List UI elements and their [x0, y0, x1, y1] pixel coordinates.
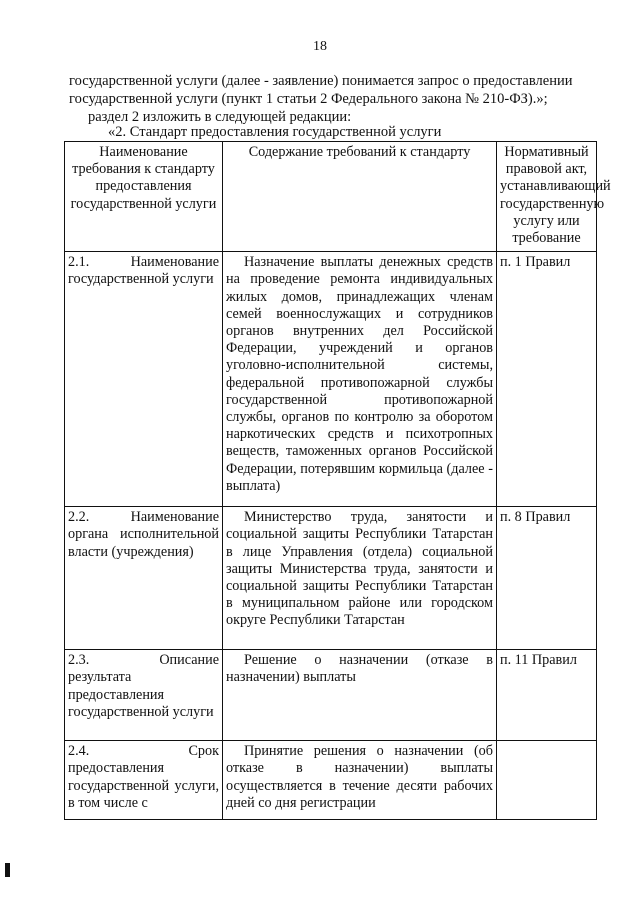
cell-requirement: 2.3. Описание результата предоставления государственной услуги [65, 650, 223, 741]
cell-legal-act: п. 8 Правил [497, 507, 597, 650]
page-number: 18 [313, 39, 327, 54]
table-row [65, 650, 597, 741]
cell-content: Назначение выплаты денежных средств на проведение ремонта индивидуальных жилых домов, принадлежащих членам семей военнослужащих и сотрудников органов внутренних дел Российской Федерации, учреждений и органов уголовно-исполнительной системы, федеральной противопожарной службы государственной противопожарной службы, органов по контролю за оборотом наркотических средств и психотропных веществ, таможенных органов Российской Федерации, потерявшим кормильца (далее - выплата) [223, 252, 497, 507]
header-content: Содержание требований к стандарту [223, 142, 497, 252]
intro-line-3: раздел 2 изложить в следующей редакции: [88, 109, 352, 125]
cell-content: Министерство труда, занятости и социальной защиты Республики Татарстан в лице Управления (отдела) социальной защиты Министерства труда, занятости и социальной защиты Республики Татарстан в муниципальном районе или городском округе Республики Татарстан [223, 507, 497, 650]
cell-requirement: 2.4. Срок предоставления государственной услуги, в том числе с [65, 741, 223, 820]
intro-line-2: государственной услуги (пункт 1 статьи 2 Федерального закона № 210-ФЗ).»; [69, 91, 548, 107]
table-header-row [65, 142, 597, 252]
requirements-table [64, 141, 611, 820]
cell-legal-act: п. 1 Правил [497, 252, 597, 507]
header-requirement: Наименование требования к стандарту предоставления государственной услуги [65, 142, 223, 252]
cell-requirement: 2.2. Наименование органа исполнительной власти (учреждения) [65, 507, 223, 650]
table-row [65, 252, 597, 507]
intro-line-1: государственной услуги (далее - заявление) понимается запрос о предоставлении [69, 73, 573, 89]
cell-content: Решение о назначении (отказе в назначении) выплаты [223, 650, 497, 741]
scan-margin-mark [5, 863, 10, 877]
header-legal-act: Нормативный правовой акт, устанавливающий государственную услугу или требование [497, 142, 597, 252]
cell-legal-act [497, 741, 597, 820]
table-row [65, 741, 597, 820]
section-heading: «2. Стандарт предоставления государственной услуги [108, 124, 442, 140]
cell-content: Принятие решения о назначении (об отказе в назначении) выплаты осуществляется в течение десяти рабочих дней со дня регистрации [223, 741, 497, 820]
cell-legal-act: п. 11 Правил [497, 650, 597, 741]
cell-requirement: 2.1. Наименование государственной услуги [65, 252, 223, 507]
table-row [65, 507, 597, 650]
